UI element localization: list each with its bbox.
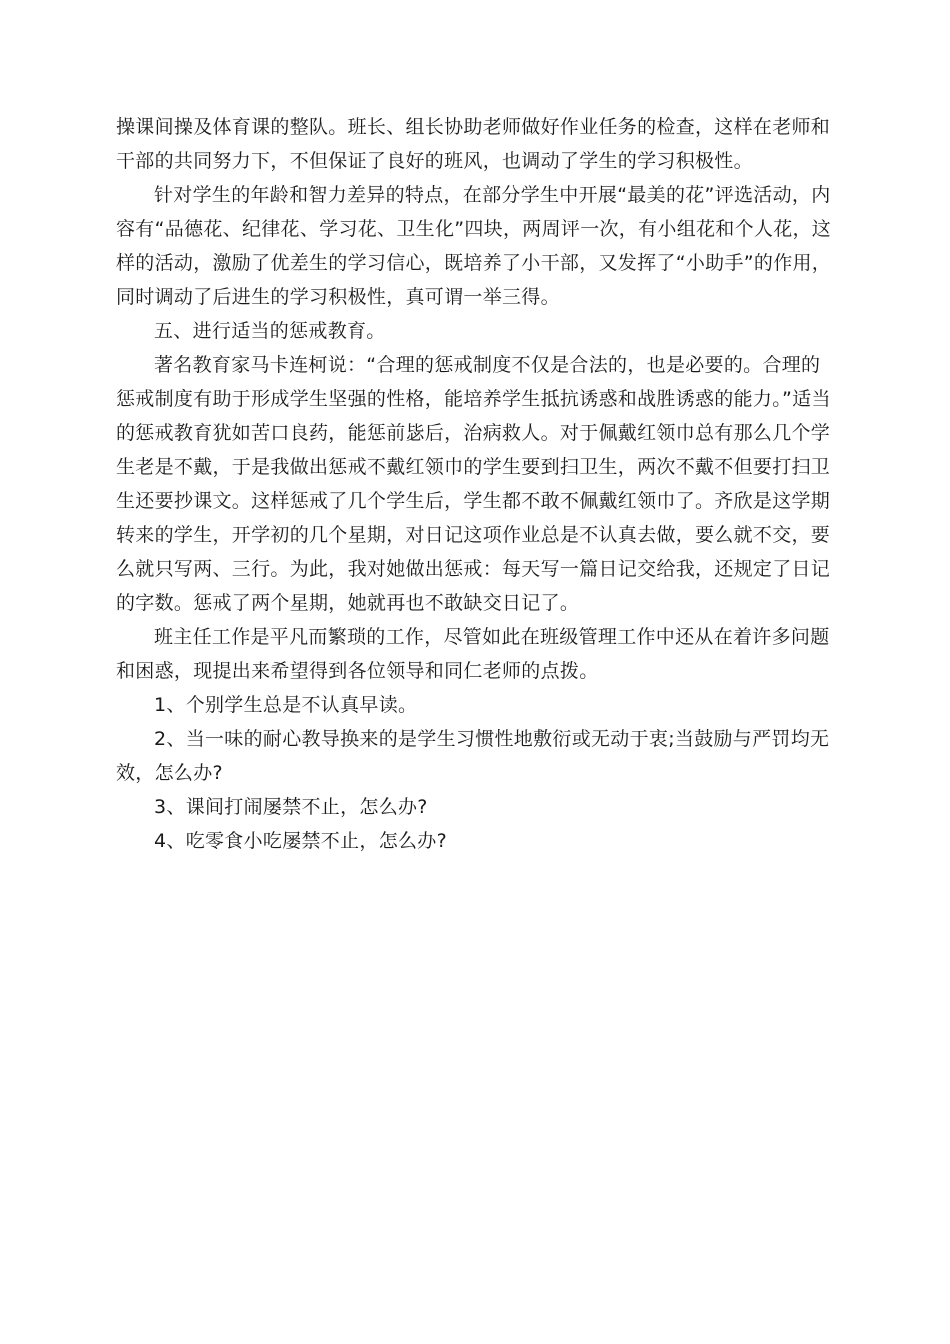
document-page	[116, 110, 836, 858]
paragraph-flower-activity: 针对学生的年龄和智力差异的特点，在部分学生中开展“最美的花”评选活动，内容有“品德花、纪律花、学习花、卫生化”四块，两周评一次，有小组花和个人花，这样的活动，激励了优差生的学习信心，既培养了小干部，又发挥了“小助手”的作用，同时调动了后进生的学习积极性，真可谓一举三得。	[116, 184, 832, 308]
list-item-problem-2: 2、当一味的耐心教导换来的是学生习惯性地敷衍或无动于衷;当鼓励与严罚均无效，怎么办?	[116, 728, 830, 784]
list-item-problem-3: 3、课间打闹屡禁不止，怎么办?	[154, 796, 428, 818]
section-heading-discipline: 五、进行适当的惩戒教育。	[154, 320, 386, 342]
paragraph-continuation: 操课间操及体育课的整队。班长、组长协助老师做好作业任务的检查，这样在老师和干部的共同努力下，不但保证了良好的班风，也调动了学生的学习积极性。	[116, 116, 831, 172]
paragraph-discipline-quote: 著名教育家马卡连柯说：“合理的惩戒制度不仅是合法的，也是必要的。合理的惩戒制度有助于形成学生坚强的性格，能培养学生抵抗诱惑和战胜诱惑的能力。”适当的惩戒教育犹如苦口良药，能惩前毖后，治病救人。对于佩戴红领巾总有那么几个学生老是不戴，于是我做出惩戒不戴红领巾的学生要到扫卫生，两次不戴不但要打扫卫生还要抄课文。这样惩戒了几个学生后，学生都不敢不佩戴红领巾了。齐欣是这学期转来的学生，开学初的几个星期，对日记这项作业总是不认真去做，要么就不交，要么就只写两、三行。为此，我对她做出惩戒：每天写一篇日记交给我，还规定了日记的字数。惩戒了两个星期，她就再也不敢缺交日记了。	[116, 354, 831, 614]
paragraph-problems-intro: 班主任工作是平凡而繁琐的工作，尽管如此在班级管理工作中还从在着许多问题和困惑，现提出来希望得到各位领导和同仁老师的点拨。	[116, 626, 830, 682]
list-item-problem-4: 4、吃零食小吃屡禁不止，怎么办?	[154, 830, 447, 852]
list-item-problem-1: 1、个别学生总是不认真早读。	[154, 694, 418, 716]
